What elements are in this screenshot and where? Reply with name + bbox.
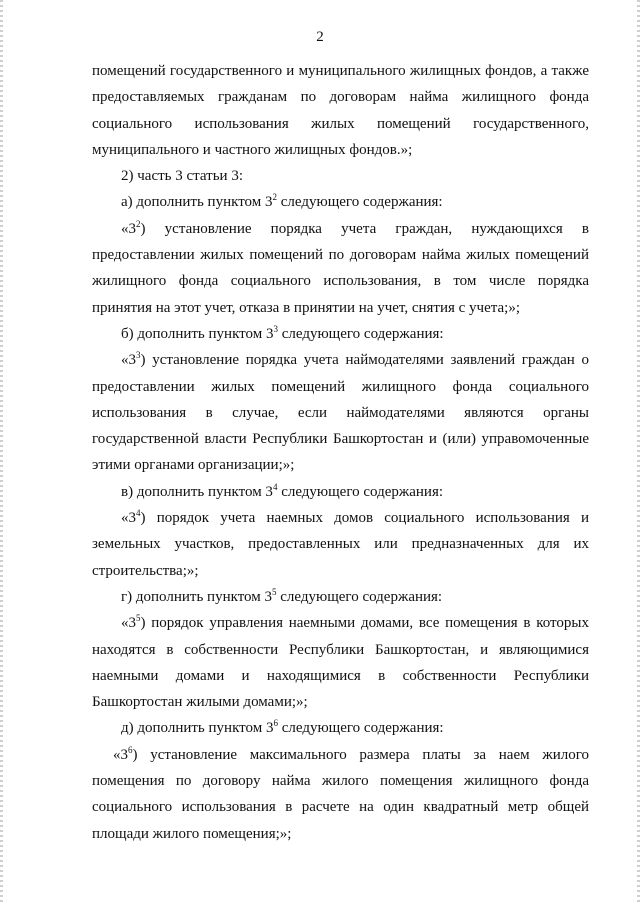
item-g-body: «$3^5$) порядок управления наемными домами, все помещения в которых находятся в собственности Республики Башкортостан, и являющимися наемными домами и находящимися в собственности Республики Башкортостан жилыми домами;»; xyxy=(92,613,589,711)
item-a-body: «$3^2$) установление порядка учета граждан, нуждающихся в предоставлении жилых помещений по договорам найма жилых помещений жилищного фонда социального использования, в том числе порядка принятия на этот учет, отказа в принятии на учет, снятия с учета;»; xyxy=(92,218,589,316)
item-g-heading: г) дополнить пунктом $3^5$ следующего содержания: xyxy=(121,586,443,605)
scan-edge-left xyxy=(0,0,3,905)
item-d-body: «$3^6$) установление максимального размера платы за наем жилого помещения по договору найма жилого помещения жилищного фонда социального использования в расчете на один квадратный метр общей площади жилого помещения;»; xyxy=(92,744,589,842)
item-b-body: «$3^3$) установление порядка учета наймодателями заявлений граждан о предоставлении жилых помещений жилищного фонда социального использования в случае, если наймодателями являются органы государственной власти Республики Башкортостан и (или) управомоченные этими органами организации;»; xyxy=(92,350,589,474)
item-a-heading: а) дополнить пунктом $3^2$ следующего содержания: xyxy=(121,192,443,211)
document-body xyxy=(92,58,589,847)
item-v-heading: в) дополнить пунктом $3^4$ следующего содержания: xyxy=(121,481,444,500)
paragraph-continuation: помещений государственного и муниципального жилищных фондов, а также предоставляемых гражданам по договорам найма жилищного фонда социального использования жилых помещений государственного, муниципального и частного жилищных фондов.»; xyxy=(92,63,589,158)
item-d-heading: д) дополнить пунктом $3^6$ следующего содержания: xyxy=(121,718,444,737)
paragraph-part-3-article-3: 2) часть 3 статьи 3: xyxy=(121,168,244,185)
item-v-body: «$3^4$) порядок учета наемных домов социального использования и земельных участков, предоставленных или предназначенных для их строительства;»; xyxy=(92,508,589,579)
item-b-heading: б) дополнить пунктом $3^3$ следующего содержания: xyxy=(121,323,444,342)
page-number: 2 xyxy=(316,29,324,45)
